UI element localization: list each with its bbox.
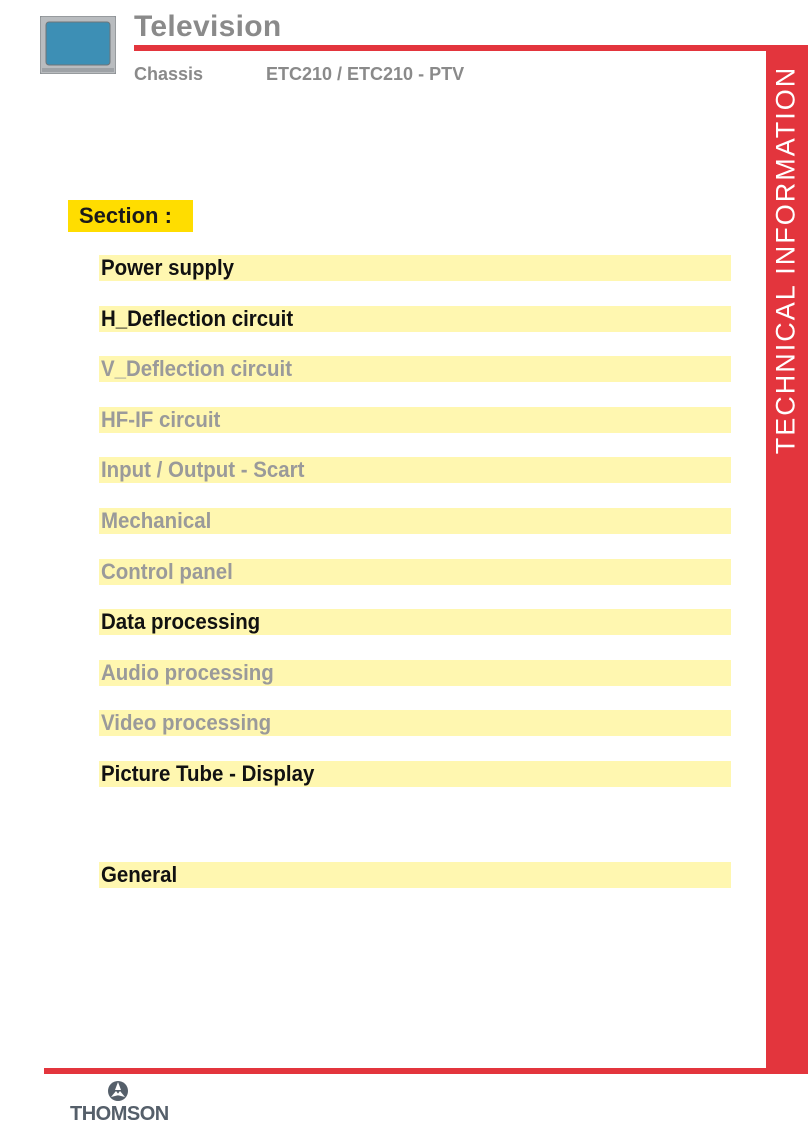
chassis-value: ETC210 / ETC210 - PTV — [266, 64, 465, 84]
section-item-input-output[interactable]: Input / Output - Scart — [99, 457, 731, 483]
section-item-power-supply[interactable]: Power supply — [99, 255, 731, 281]
chassis-label: Chassis — [134, 64, 204, 84]
footer-divider — [44, 1068, 808, 1074]
section-item-hf-if[interactable]: HF-IF circuit — [99, 407, 731, 433]
brand-name: THOMSON — [70, 1103, 169, 1125]
header-title: Television — [134, 10, 282, 43]
television-icon — [40, 16, 116, 74]
technical-information-label: TECHNICAL INFORMATION — [770, 65, 801, 455]
thomson-logo-icon — [107, 1080, 129, 1102]
section-item-audio-processing[interactable]: Audio processing — [99, 660, 731, 686]
section-label: Section : — [68, 200, 193, 232]
section-item-general[interactable]: General — [99, 862, 731, 888]
header-divider — [134, 45, 808, 51]
section-item-data-processing[interactable]: Data processing — [99, 609, 731, 635]
section-item-control-panel[interactable]: Control panel — [99, 559, 731, 585]
section-item-video-processing[interactable]: Video processing — [99, 710, 731, 736]
section-item-mechanical[interactable]: Mechanical — [99, 508, 731, 534]
section-item-h-deflection[interactable]: H_Deflection circuit — [99, 306, 731, 332]
section-item-picture-tube[interactable]: Picture Tube - Display — [99, 761, 731, 787]
section-item-v-deflection[interactable]: V_Deflection circuit — [99, 356, 731, 382]
